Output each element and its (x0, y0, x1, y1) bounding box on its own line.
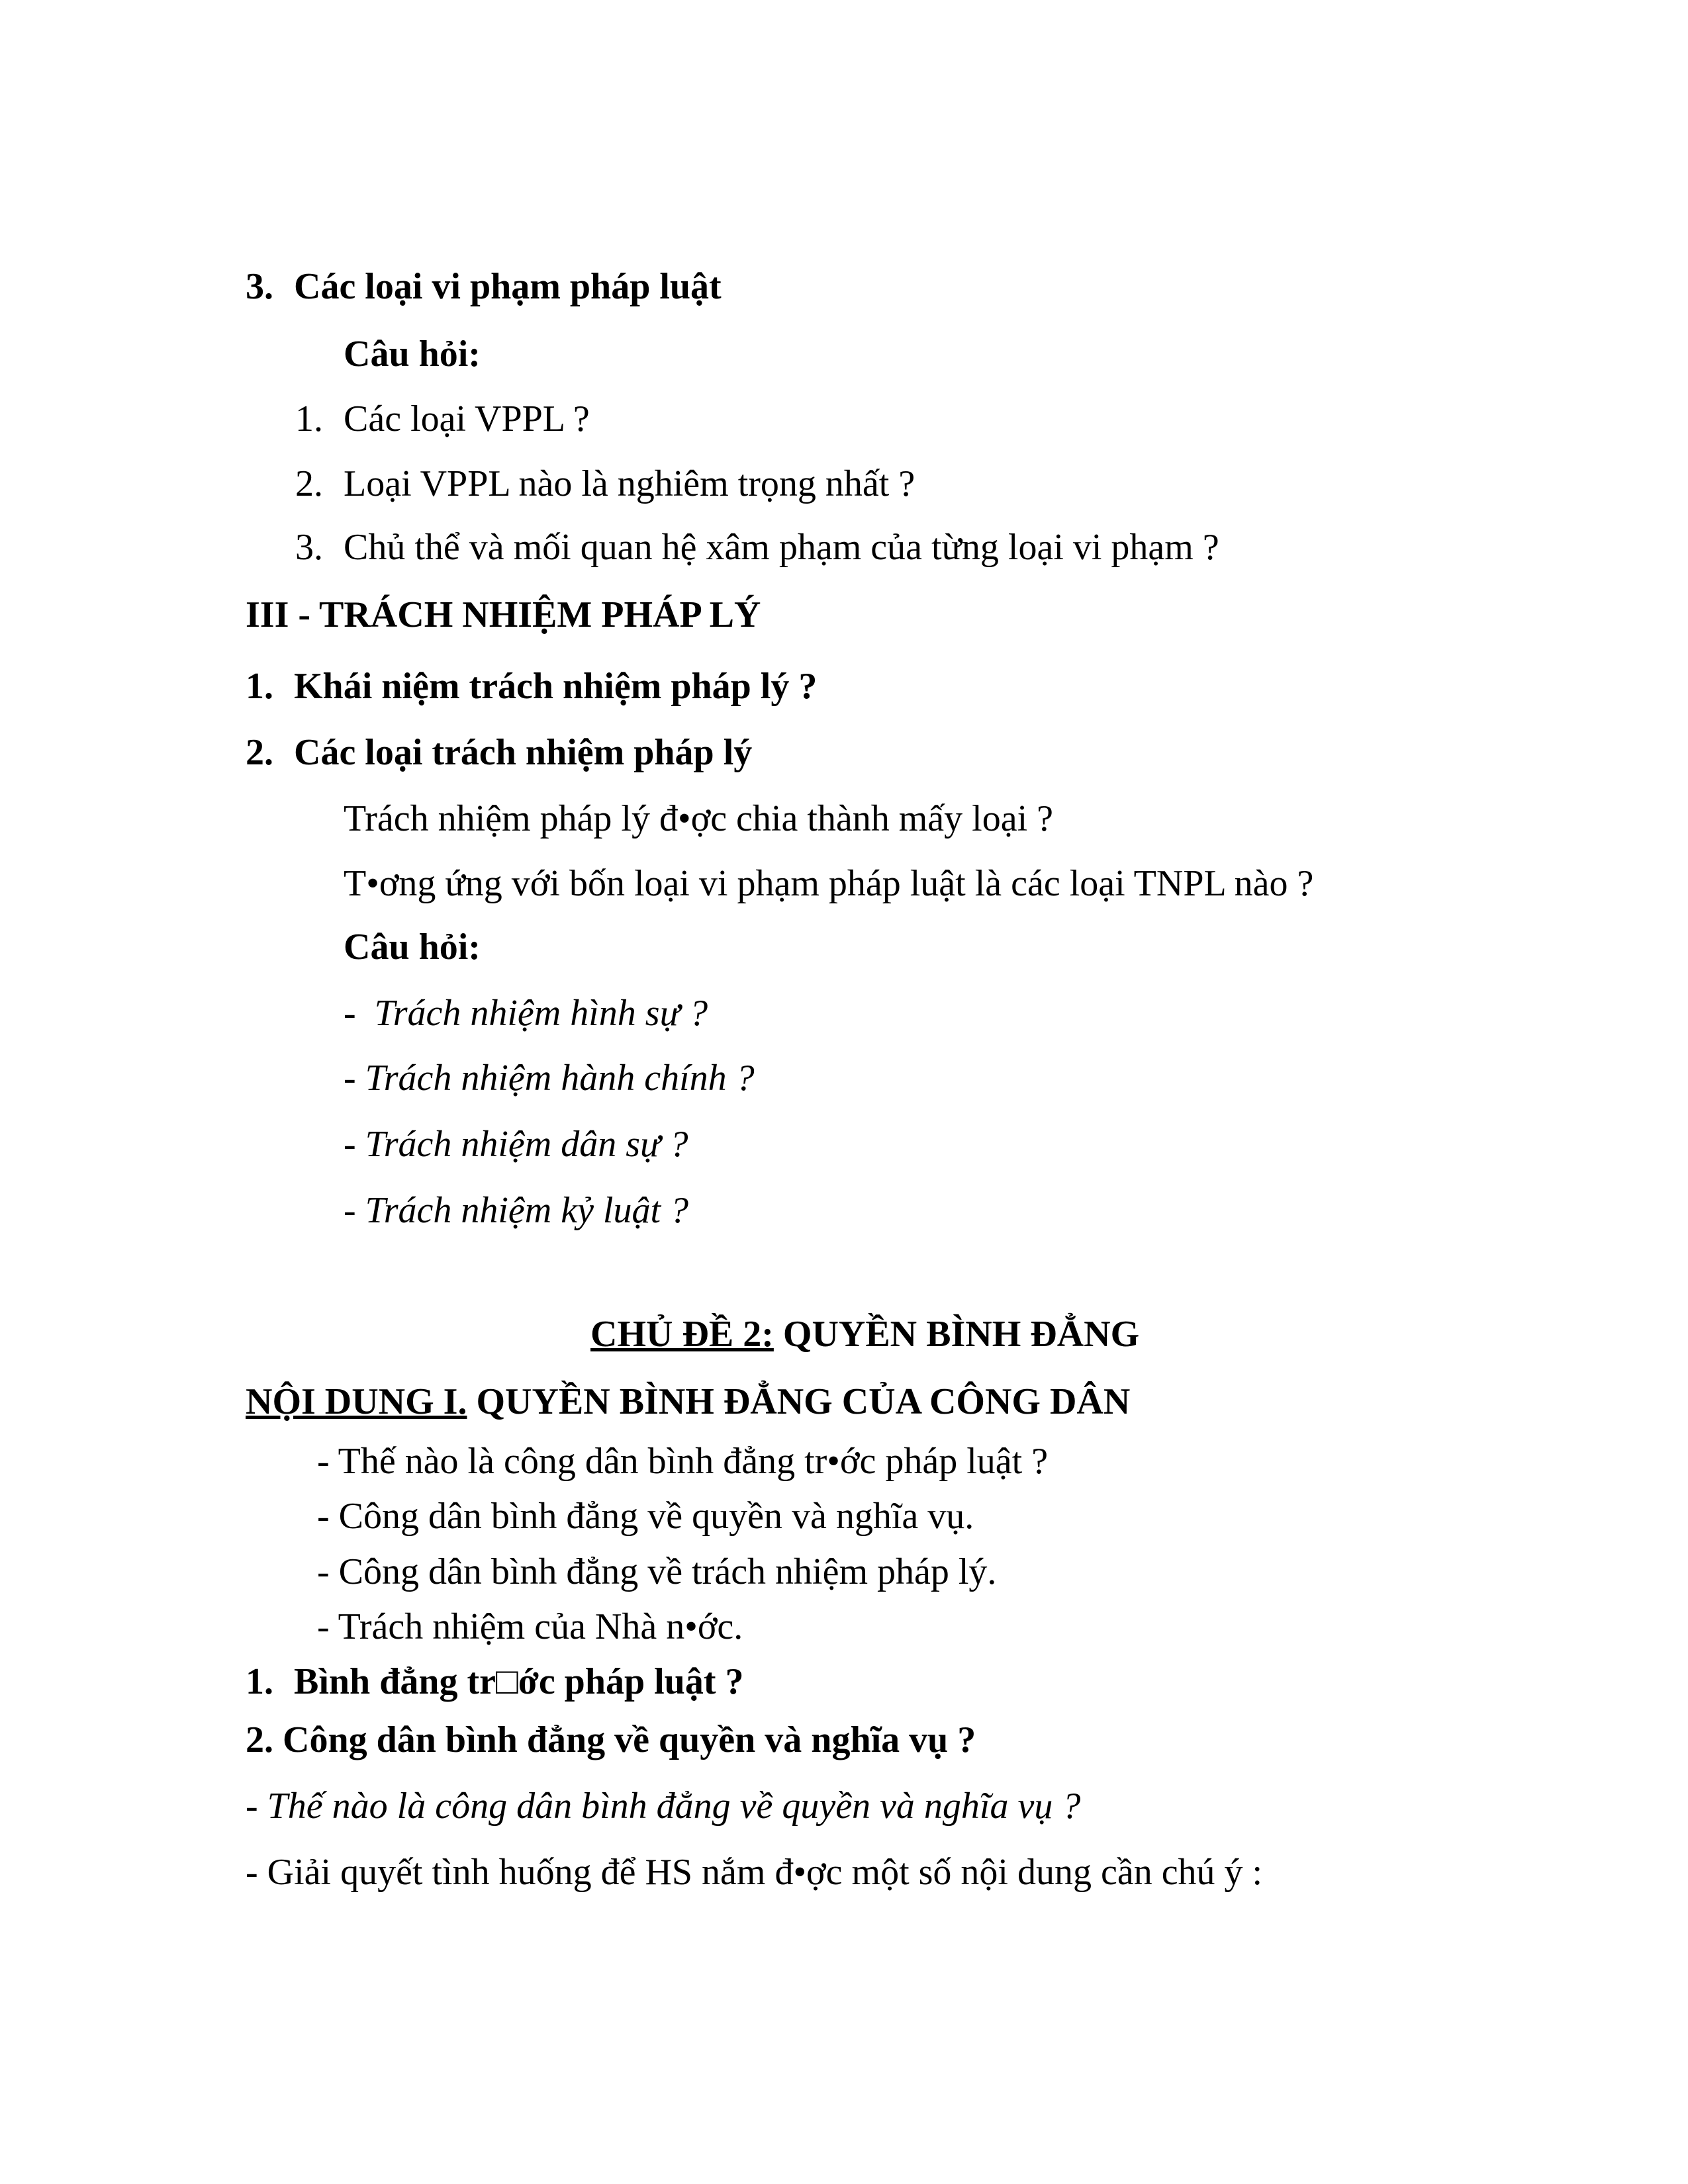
topic-title (590, 1313, 1139, 1355)
question-item: - Trách nhiệm hành chính ? (344, 1058, 755, 1099)
italic-question: - Thế nào là công dân bình đẳng về quyền và nghĩa vụ ? (246, 1786, 1081, 1827)
paragraph: - Giải quyết tình huống để HS nắm đ•ợc một số nội dung cần chú ý : (246, 1852, 1263, 1893)
content-label: NỘI DUNG I. (246, 1381, 467, 1422)
section-number: 3. (246, 266, 273, 307)
question-text: Trách nhiệm dân sự ? (365, 1124, 688, 1165)
numbered-heading (246, 665, 817, 707)
bullet-item: - Công dân bình đẳng về trách nhiệm pháp lý. (317, 1551, 997, 1592)
question-text: Loại VPPL nào là nghiêm trọng nhất ? (344, 463, 915, 504)
question-text: Trách nhiệm kỷ luật ? (365, 1190, 689, 1231)
item-number: 1. (246, 1661, 273, 1702)
item-text: Bình đẳng tr□ớc pháp luật ? (294, 1661, 744, 1702)
question-text: Các loại VPPL ? (344, 398, 590, 439)
content-title: QUYỀN BÌNH ĐẲNG CỦA CÔNG DÂN (467, 1381, 1131, 1422)
question-text: Trách nhiệm hình sự ? (374, 993, 708, 1034)
question-item: - Trách nhiệm kỷ luật ? (344, 1190, 689, 1231)
topic-name: QUYỀN BÌNH ĐẲNG (773, 1314, 1140, 1355)
item-number: 2. (246, 732, 273, 773)
content-heading (246, 1381, 1130, 1423)
paragraph: T•ơng ứng với bốn loại vi phạm pháp luật là các loại TNPL nào ? (344, 863, 1314, 904)
section-heading (246, 265, 722, 308)
question-item: - Trách nhiệm hình sự ? (344, 993, 708, 1034)
question-item: - Trách nhiệm dân sự ? (344, 1124, 688, 1165)
section-title: Các loại vi phạm pháp luật (294, 266, 722, 307)
question-item (295, 398, 590, 440)
questions-label: Câu hỏi: (344, 927, 481, 968)
bullet-item: - Công dân bình đẳng về quyền và nghĩa vụ. (317, 1496, 974, 1537)
questions-label: Câu hỏi: (344, 334, 481, 375)
bullet-item: - Thế nào là công dân bình đẳng tr•ớc pháp luật ? (317, 1441, 1049, 1482)
item-text: Các loại trách nhiệm pháp lý (294, 732, 753, 773)
numbered-heading (246, 731, 752, 774)
question-item (295, 526, 1219, 569)
question-number: 3. (295, 527, 323, 568)
question-text: Chủ thể và mối quan hệ xâm phạm của từng loại vi phạm ? (344, 527, 1219, 568)
numbered-heading (246, 1661, 743, 1703)
paragraph: Trách nhiệm pháp lý đ•ợc chia thành mấy loại ? (344, 798, 1053, 839)
question-number: 1. (295, 398, 323, 439)
item-number: 1. (246, 666, 273, 707)
question-number: 2. (295, 463, 323, 504)
question-text: Trách nhiệm hành chính ? (365, 1058, 755, 1099)
part-heading: III - TRÁCH NHIỆM PHÁP LÝ (246, 594, 761, 635)
question-item (295, 463, 915, 505)
numbered-heading: 2. Công dân bình đẳng về quyền và nghĩa vụ ? (246, 1719, 976, 1760)
topic-label: CHỦ ĐỀ 2: (590, 1314, 774, 1355)
item-text: Khái niệm trách nhiệm pháp lý ? (294, 666, 818, 707)
question-text: Thế nào là công dân bình đẳng về quyền và nghĩa vụ ? (267, 1786, 1081, 1827)
bullet-item: - Trách nhiệm của Nhà n•ớc. (317, 1606, 743, 1647)
